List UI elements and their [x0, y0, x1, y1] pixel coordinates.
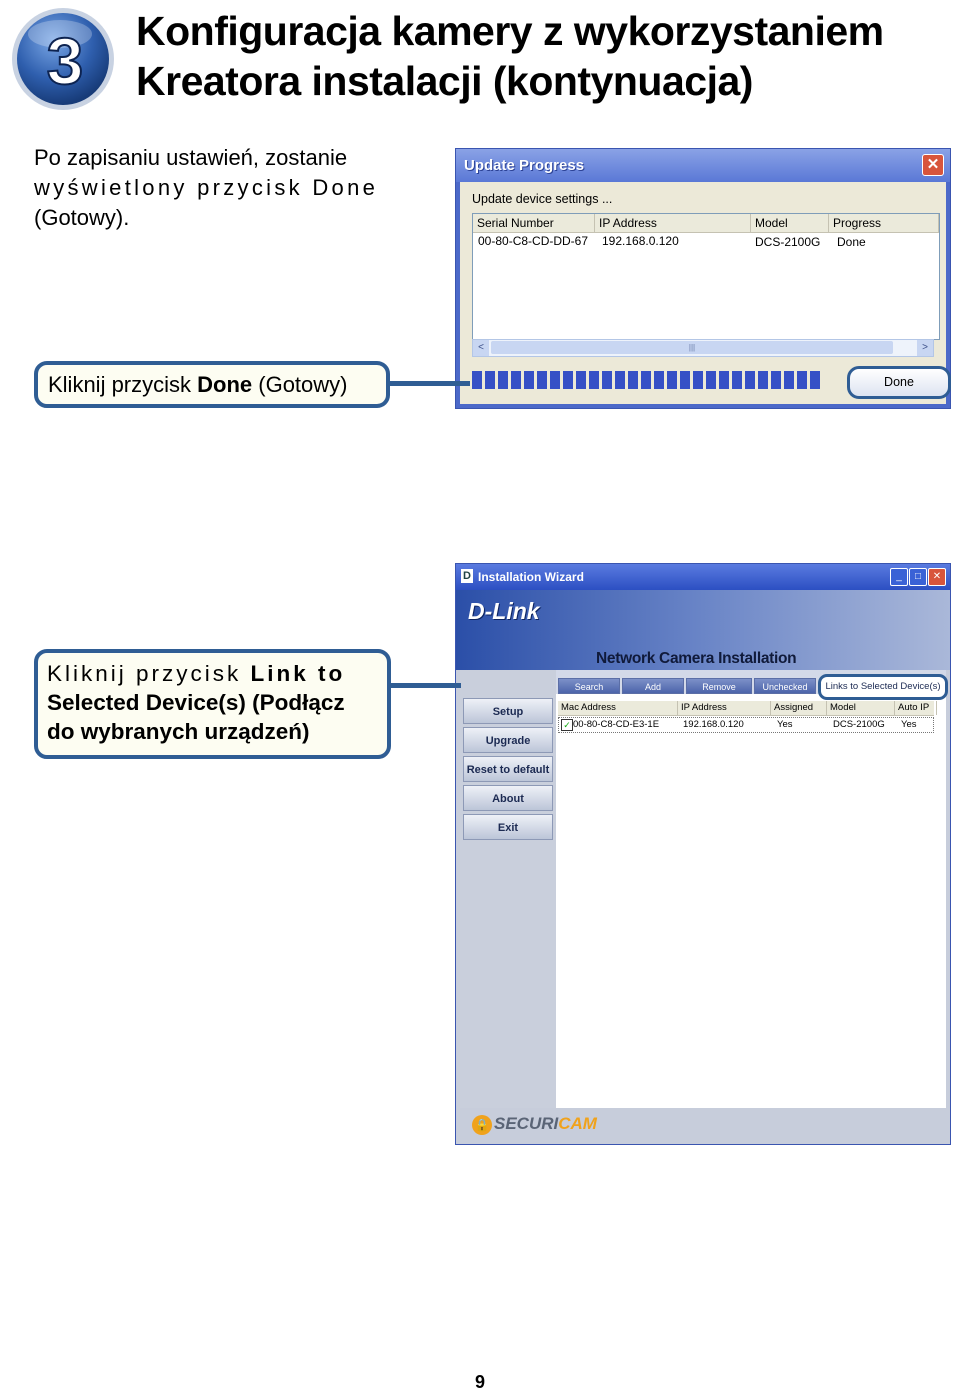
close-icon[interactable]: ✕	[928, 568, 946, 586]
progress-segment	[758, 371, 768, 389]
maximize-icon[interactable]: □	[909, 568, 927, 586]
done-button[interactable]: Done	[847, 366, 951, 399]
progress-segment	[537, 371, 547, 389]
row-serial: 00-80-C8-CD-DD-67	[478, 234, 589, 248]
callout1-text-a: Kliknij przycisk	[48, 372, 198, 397]
row-model: DCS-2100G	[833, 719, 885, 730]
progress-segment	[589, 371, 599, 389]
column-model[interactable]: Model	[751, 214, 829, 232]
row-model: DCS-2100G	[755, 235, 821, 249]
progress-segment	[693, 371, 703, 389]
intro-line-3: (Gotowy).	[34, 205, 130, 230]
setup-button[interactable]: Setup	[463, 698, 553, 724]
progress-segment	[615, 371, 625, 389]
device-progress-list[interactable]	[472, 213, 940, 340]
progress-segment	[797, 371, 807, 389]
row-auto-ip: Yes	[901, 719, 917, 730]
page-number: 9	[474, 1372, 485, 1392]
securicam-logo-a: SECURI	[494, 1114, 559, 1133]
progress-segment	[771, 371, 781, 389]
horizontal-scrollbar[interactable]	[472, 339, 934, 357]
title-line-1: Konfiguracja kamery z wykorzystaniem	[136, 8, 884, 54]
callout2-text-plain: Kliknij przycisk	[47, 661, 251, 686]
dlink-logo: D-Link	[468, 598, 540, 624]
close-icon[interactable]: ✕	[922, 154, 944, 176]
list-header	[473, 214, 939, 233]
column-ip-address[interactable]: IP Address	[595, 214, 751, 232]
scroll-right-icon[interactable]: >	[917, 340, 933, 356]
brand-banner	[456, 590, 950, 670]
step-number: 3	[46, 24, 84, 98]
progress-segment	[654, 371, 664, 389]
row-ip: 192.168.0.120	[602, 234, 679, 248]
column-assigned[interactable]: Assigned	[771, 701, 827, 715]
row-mac: 00-80-C8-CD-E3-1E	[573, 719, 660, 730]
progress-segment	[498, 371, 508, 389]
progress-segment	[602, 371, 612, 389]
device-grid-header	[558, 701, 934, 716]
row-assigned: Yes	[777, 719, 793, 730]
progress-segment	[784, 371, 794, 389]
scroll-thumb[interactable]: |||	[491, 341, 893, 354]
dlink-app-icon: D	[461, 569, 473, 583]
update-status-text: Update device settings ...	[472, 192, 613, 206]
progress-segment	[511, 371, 521, 389]
column-progress[interactable]: Progress	[829, 214, 939, 232]
progress-segment	[485, 371, 495, 389]
device-checkbox[interactable]: ✓	[561, 719, 573, 731]
progress-segment	[628, 371, 638, 389]
lock-icon: 🔒	[472, 1115, 492, 1135]
update-window-title: Update Progress	[464, 157, 585, 174]
progress-segment	[706, 371, 716, 389]
column-ip-address[interactable]: IP Address	[678, 701, 771, 715]
section-heading: Network Camera Installation	[596, 650, 797, 667]
unchecked-button[interactable]: Unchecked	[754, 678, 816, 694]
step-number-badge	[10, 6, 116, 112]
callout-connector	[389, 683, 461, 688]
progress-segment	[641, 371, 651, 389]
search-button[interactable]: Search	[558, 678, 620, 694]
minimize-icon[interactable]: _	[890, 568, 908, 586]
wizard-titlebar	[456, 564, 950, 590]
callout2-line-2: Selected Device(s) (Podłącz	[47, 690, 345, 715]
callout2-text-bold: Link to	[250, 661, 346, 686]
upgrade-button[interactable]: Upgrade	[463, 727, 553, 753]
intro-paragraph	[34, 143, 396, 233]
installation-wizard-window	[455, 563, 951, 1145]
progress-segment	[745, 371, 755, 389]
intro-line-1: Po zapisaniu ustawień, zostanie	[34, 145, 348, 170]
update-window-titlebar	[456, 149, 950, 182]
progress-segment	[680, 371, 690, 389]
progress-segment	[667, 371, 677, 389]
callout2-line-3: do wybranych urządzeń)	[47, 719, 310, 744]
securicam-logo-b: CAM	[558, 1114, 597, 1133]
securicam-logo	[472, 1114, 597, 1135]
device-list-panel	[556, 670, 946, 1108]
progress-segment	[472, 371, 482, 389]
progress-segment	[576, 371, 586, 389]
remove-button[interactable]: Remove	[686, 678, 752, 694]
nav-panel	[460, 670, 556, 1108]
about-button[interactable]: About	[463, 785, 553, 811]
callout-connector	[388, 381, 470, 386]
column-model[interactable]: Model	[827, 701, 895, 715]
column-auto-ip[interactable]: Auto IP	[895, 701, 937, 715]
progress-segment	[524, 371, 534, 389]
wizard-title: Installation Wizard	[478, 570, 584, 584]
callout2-line-1	[47, 659, 387, 688]
table-row[interactable]	[558, 717, 934, 733]
link-to-selected-devices-button[interactable]: Links to Selected Device(s)	[818, 674, 948, 700]
exit-button[interactable]: Exit	[463, 814, 553, 840]
scroll-left-icon[interactable]: <	[473, 340, 489, 356]
callout1-text-bold: Done	[197, 372, 253, 397]
column-serial-number[interactable]: Serial Number	[473, 214, 595, 232]
progress-segment	[732, 371, 742, 389]
progress-segment	[550, 371, 560, 389]
progress-segment	[563, 371, 573, 389]
callout1-text-b: (Gotowy)	[252, 372, 348, 397]
update-progress-bar	[472, 371, 820, 389]
callout-click-link-to-selected	[34, 649, 391, 759]
title-line-2: Kreatora instalacji (kontynuacja)	[136, 58, 753, 104]
row-ip: 192.168.0.120	[683, 719, 744, 730]
column-mac-address[interactable]: Mac Address	[558, 701, 678, 715]
callout-click-done	[34, 361, 390, 408]
reset-to-default-button[interactable]: Reset to default	[463, 756, 553, 782]
add-button[interactable]: Add	[622, 678, 684, 694]
progress-segment	[810, 371, 820, 389]
intro-line-2: wyświetlony przycisk Done	[34, 175, 379, 200]
row-progress: Done	[837, 235, 866, 249]
page-title	[136, 6, 884, 106]
wizard-footer	[456, 1108, 950, 1144]
progress-segment	[719, 371, 729, 389]
